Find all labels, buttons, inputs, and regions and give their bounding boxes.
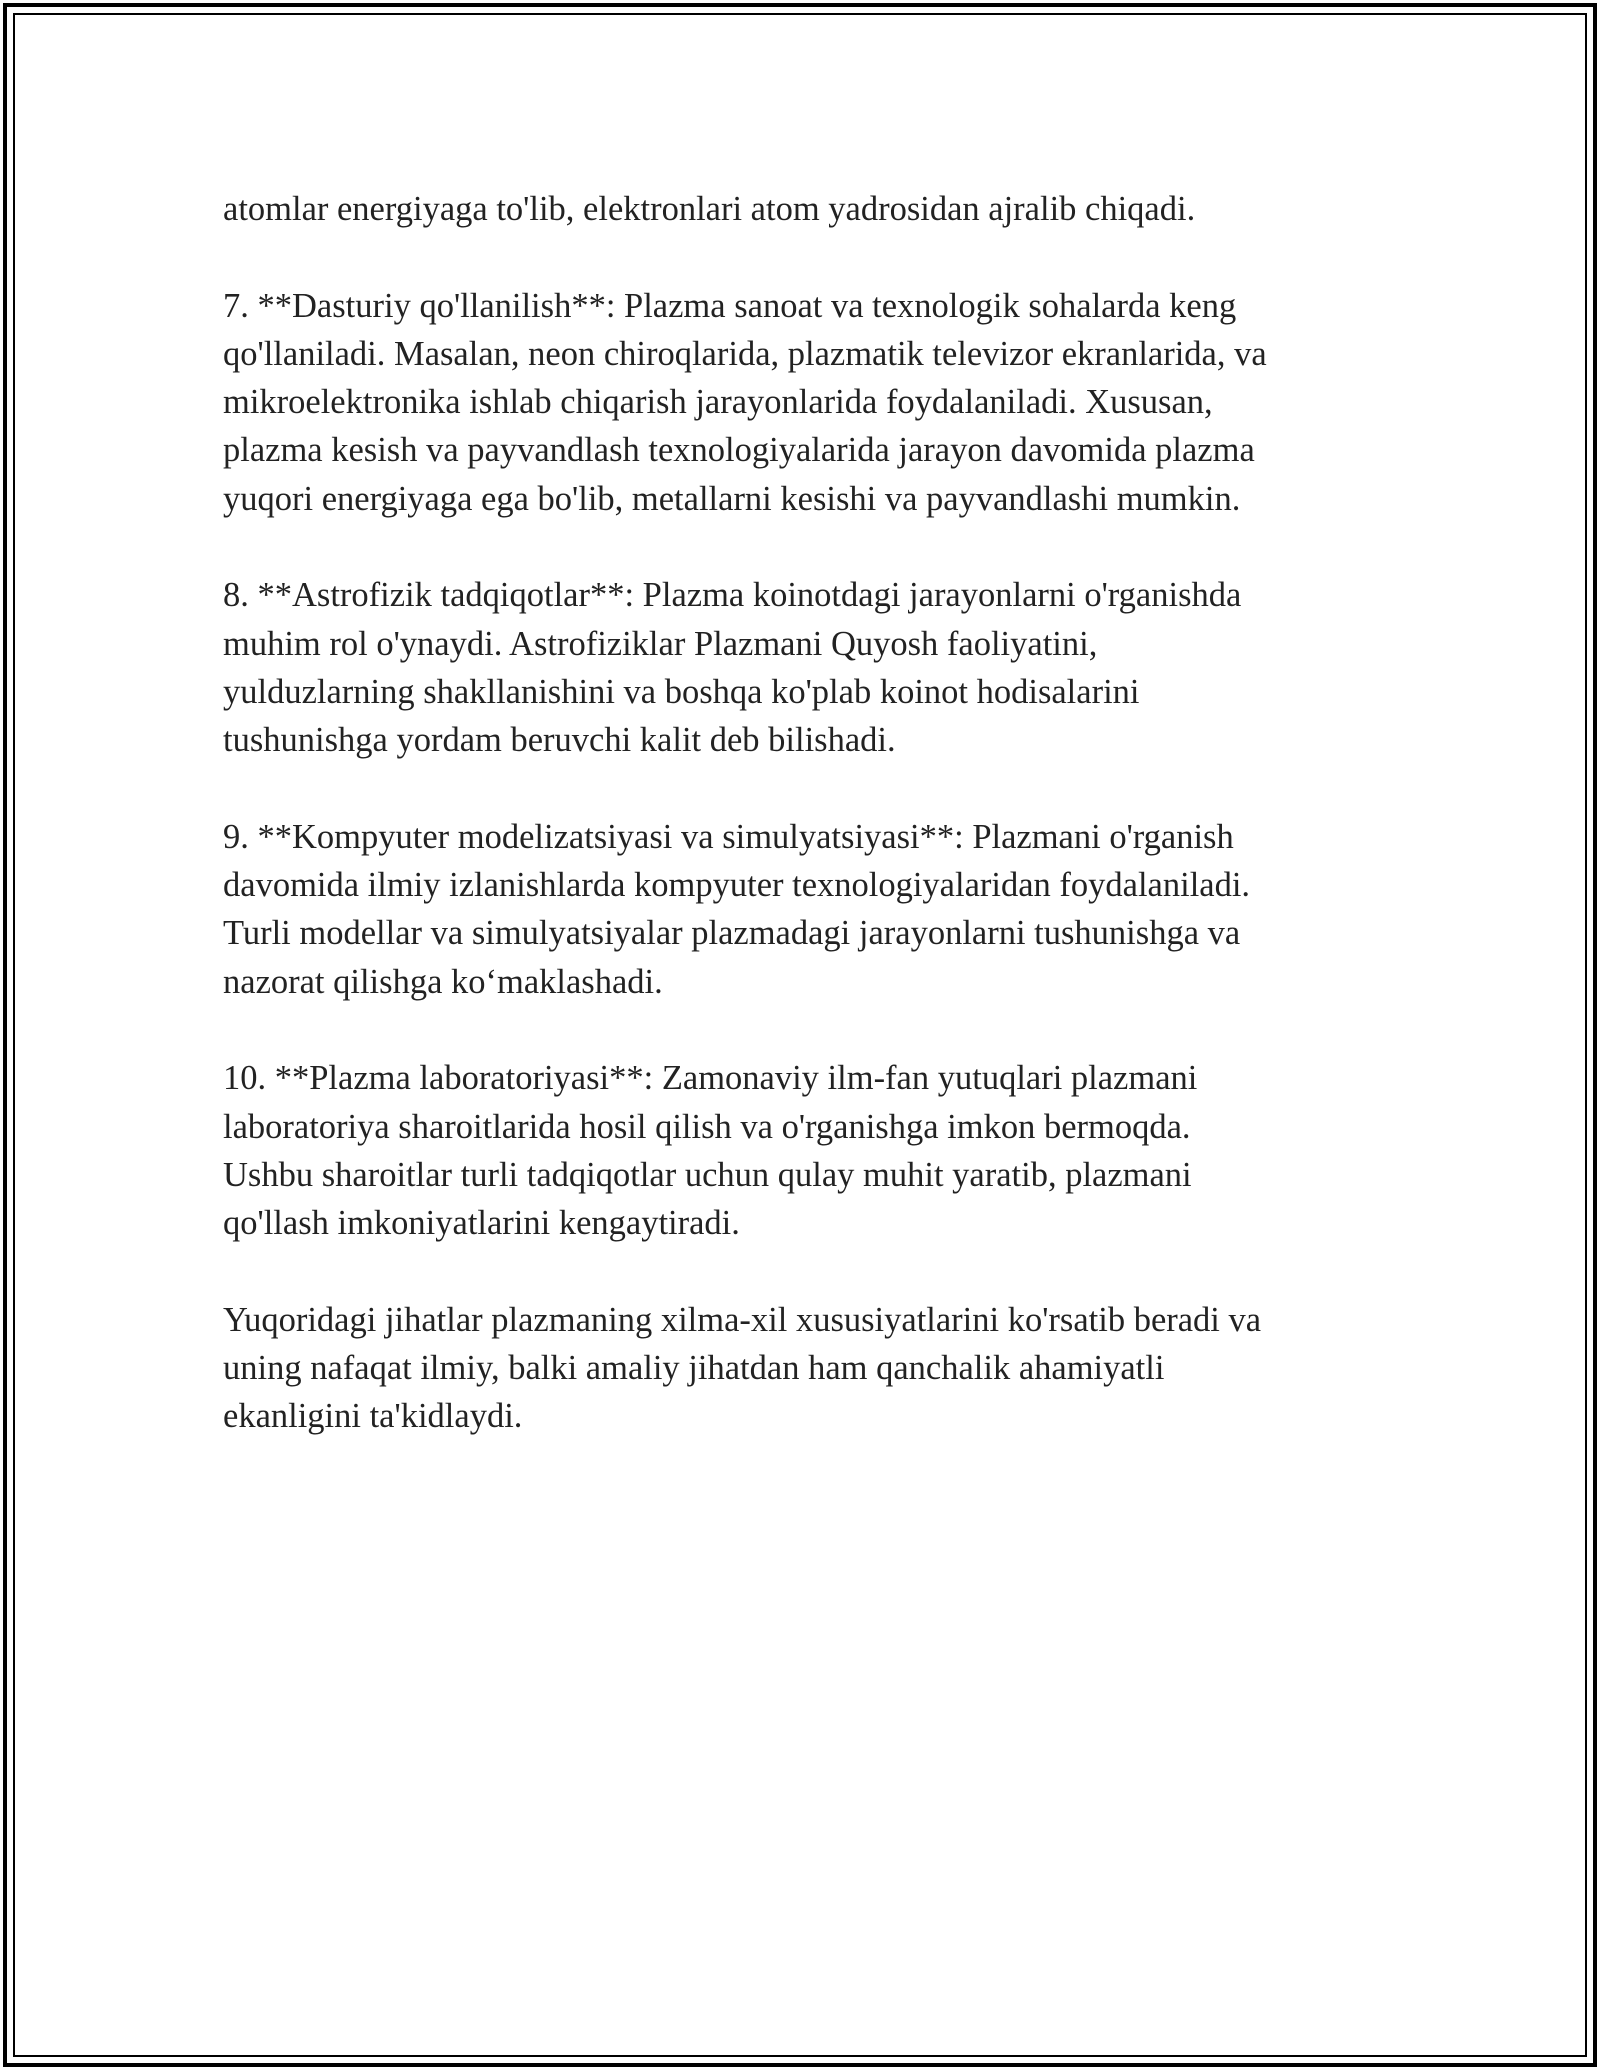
- paragraph-conclusion: [223, 1296, 1363, 1441]
- text-line: 8. **Astrofizik tadqiqotlar**: Plazma koinotdagi jarayonlarni o'rganishda: [223, 576, 1242, 615]
- text-line: 9. **Kompyuter modelizatsiyasi va simulyatsiyasi**: Plazmani o'rganish: [223, 817, 1234, 856]
- text-line: yuqori energiyaga ega bo'lib, metallarni kesishi va payvandlashi mumkin.: [223, 479, 1241, 518]
- text-line: nazorat qilishga koʻmaklashadi.: [223, 962, 663, 1001]
- text-line: Ushbu sharoitlar turli tadqiqotlar uchun qulay muhit yaratib, plazmani: [223, 1155, 1192, 1194]
- text-line: 7. **Dasturiy qo'llanilish**: Plazma sanoat va texnologik sohalarda keng: [223, 286, 1237, 325]
- text-line: laboratoriya sharoitlarida hosil qilish va o'rganishga imkon bermoqda.: [223, 1107, 1191, 1146]
- paragraph-continuation: [223, 185, 1363, 233]
- text-line: Yuqoridagi jihatlar plazmaning xilma-xil xususiyatlarini ko'rsatib beradi va: [223, 1300, 1262, 1339]
- text-line: muhim rol o'ynaydi. Astrofiziklar Plazmani Quyosh faoliyatini,: [223, 624, 1098, 663]
- text-line: atomlar energiyaga to'lib, elektronlari atom yadrosidan ajralib chiqadi.: [223, 190, 1196, 228]
- text-line: qo'llash imkoniyatlarini kengaytiradi.: [223, 1204, 740, 1243]
- text-line: 10. **Plazma laboratoriyasi**: Zamonaviy ilm-fan yutuqlari plazmani: [223, 1059, 1198, 1098]
- paragraph-item-10: [223, 1054, 1363, 1247]
- text-line: qo'llaniladi. Masalan, neon chiroqlarida, plazmatik televizor ekranlarida, va: [223, 334, 1267, 373]
- text-line: plazma kesish va payvandlash texnologiyalarida jarayon davomida plazma: [223, 431, 1255, 470]
- document-body: [223, 185, 1363, 1489]
- paragraph-item-9: [223, 813, 1363, 1006]
- text-line: davomida ilmiy izlanishlarda kompyuter texnologiyalaridan foydalaniladi.: [223, 866, 1251, 905]
- paragraph-item-8: [223, 571, 1363, 764]
- paragraph-item-7: [223, 282, 1363, 523]
- text-line: Turli modellar va simulyatsiyalar plazmadagi jarayonlarni tushunishga va: [223, 914, 1241, 953]
- text-line: tushunishga yordam beruvchi kalit deb bilishadi.: [223, 721, 896, 760]
- text-line: ekanligini ta'kidlaydi.: [223, 1397, 523, 1436]
- text-line: uning nafaqat ilmiy, balki amaliy jihatdan ham qanchalik ahamiyatli: [223, 1349, 1165, 1388]
- text-line: mikroelektronika ishlab chiqarish jarayonlarida foydalaniladi. Xususan,: [223, 383, 1213, 422]
- text-line: yulduzlarning shakllanishini va boshqa ko'plab koinot hodisalarini: [223, 672, 1140, 711]
